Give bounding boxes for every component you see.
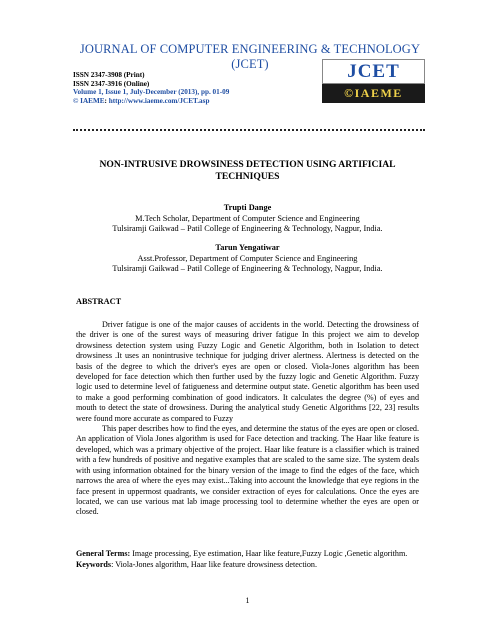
- abstract-heading: ABSTRACT: [76, 297, 122, 306]
- author-affiliation: Tulsiramji Gaikwad – Patil College of Engineering & Technology, Nagpur, India.: [112, 224, 383, 234]
- general-terms-label: General Terms:: [76, 549, 131, 558]
- page-number: 1: [245, 596, 250, 605]
- keywords-text: : Viola-Jones algorithm, Haar like feature drowsiness detection.: [111, 559, 317, 569]
- logo-iaeme-text: ©IAEME: [322, 84, 425, 103]
- author-affiliation: Asst.Professor, Department of Computer Science and Engineering: [137, 253, 358, 263]
- author-affiliation: M.Tech Scholar, Department of Computer Science and Engineering: [135, 213, 360, 223]
- keywords: [76, 560, 419, 571]
- author-affiliation: Tulsiramji Gaikwad – Patil College of Engineering & Technology, Nagpur, India.: [112, 264, 383, 274]
- general-terms-text: Image processing, Eye estimation, Haar like feature,Fuzzy Logic ,Genetic algorithm.: [130, 549, 408, 558]
- paper-title-line2: TECHNIQUES: [215, 171, 280, 182]
- volume-info: Volume 1, Issue 1, July-December (2013), pp. 01-09: [73, 88, 230, 97]
- abstract-paragraph: This paper describes how to find the eyes, and determine the status of the eyes are open or closed. An application of Viola Jones algorithm is used for Face detection and tracking. The Haar like feature is developed, which was a primary objective of the project. Haar like feature is a classifier which is trained with a few hundreds of positive and negative examples that are scaled to the same size. The system deals with using information obtained for the binary version of the image to find the edges of the face, which narrows the area of where the eyes may exist...Taking into account the knowledge that eye regions in the face present in uppermost quadrants, we consider extraction of eyes for calculations. Once the eyes are located, we can use various mat lab image processing tool to determine whether the eyes are open or closed.: [76, 424, 419, 517]
- jcet-logo: [322, 59, 425, 103]
- abstract-body: [76, 320, 419, 518]
- keywords-label: Keywords: [76, 559, 112, 569]
- issn-online: ISSN 2347-3916 (Online): [73, 79, 150, 88]
- issn-block: [73, 71, 229, 106]
- general-terms: [76, 549, 419, 560]
- copyright-symbol: ©: [73, 97, 79, 106]
- terms-block: [76, 549, 419, 571]
- logo-jcet-text: JCET: [322, 59, 425, 84]
- publisher-line: [73, 97, 229, 106]
- header-divider: [73, 129, 425, 131]
- publisher-name: IAEME: [80, 97, 105, 106]
- author-name: Trupti Dange: [223, 203, 272, 212]
- author-block-2: [75, 243, 420, 275]
- issn-print: ISSN 2347-3908 (Print): [73, 71, 145, 79]
- author-block-1: [75, 203, 420, 235]
- journal-title-line1: JOURNAL OF COMPUTER ENGINEERING & TECHNOLOGY: [79, 42, 421, 56]
- journal-url-link[interactable]: http://www.iaeme.com/JCET.asp: [108, 97, 210, 106]
- journal-title-line2: (JCET): [231, 57, 269, 71]
- paper-title-line1: NON-INTRUSIVE DROWSINESS DETECTION USING ARTIFICIAL: [99, 159, 396, 170]
- url-prefix: :: [104, 97, 109, 106]
- paper-title: [75, 159, 420, 183]
- abstract-paragraph: Driver fatigue is one of the major causes of accidents in the world. Detecting the drowsiness of the driver is one of the surest ways of measuring driver fatigue In this project we aim to develop drowsiness detection system using Fuzzy Logic and Genetic Algorithm, both in Isolation to detect drowsiness .It uses an nonintrusive technique for judging driver alertness. Alertness is detected on the basis of the degree to which the driver's eyes are open or closed. Viola-Jones algorithm has been developed for face detection which then further used by the fuzzy logic and Genetic Algorithm. Fuzzy logic used to determine level of fatigueness and determine output state. Genetic algorithm has been used to make a good performing combination of good indicators. It calculates the degree (%) of eyes and mouth to detect the state of drowsiness. During the analytical study Genetic Algorithms [22, 23] results were found more accurate as compared to Fuzzy: [76, 320, 419, 423]
- author-name: Tarun Yengatiwar: [215, 243, 280, 252]
